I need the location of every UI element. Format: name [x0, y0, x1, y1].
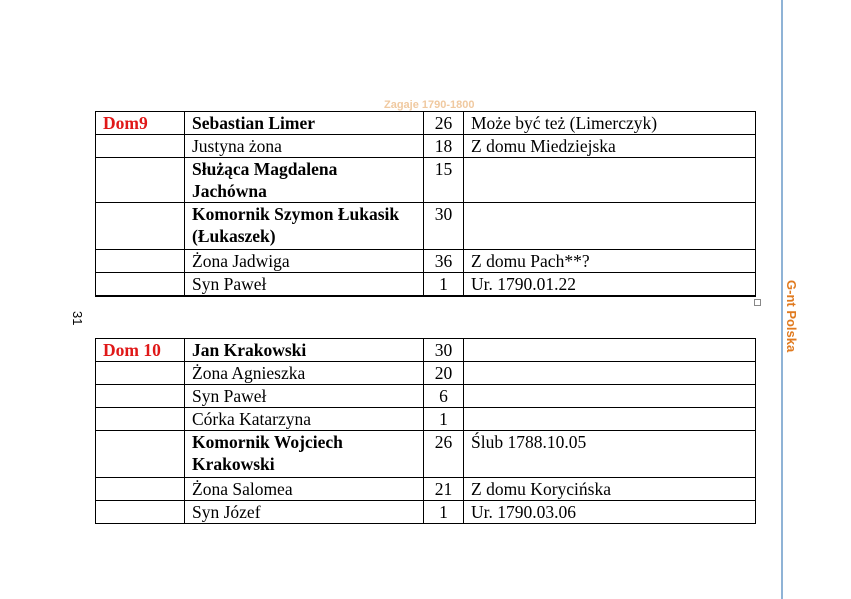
household-table-1: [95, 111, 756, 297]
person-note: [464, 408, 756, 431]
house-label: [96, 478, 185, 501]
person-name: Żona Jadwiga: [185, 250, 424, 273]
side-label: G-nt Polska: [784, 280, 799, 353]
house-label: [96, 501, 185, 524]
person-age: 36: [424, 250, 464, 273]
person-note: [464, 158, 756, 203]
person-name: Córka Katarzyna: [185, 408, 424, 431]
person-name: Justyna żona: [185, 135, 424, 158]
table-row: [96, 203, 756, 250]
table-row: [96, 501, 756, 524]
house-label: [96, 203, 185, 250]
person-age: 1: [424, 501, 464, 524]
table-row: [96, 385, 756, 408]
person-age: 26: [424, 112, 464, 135]
person-note: [464, 385, 756, 408]
person-age: 1: [424, 408, 464, 431]
table-row: [96, 362, 756, 385]
house-label: Dom 10: [96, 339, 185, 362]
person-age: 30: [424, 339, 464, 362]
house-label: [96, 273, 185, 297]
table-row: [96, 408, 756, 431]
table-row: [96, 431, 756, 478]
house-label: [96, 362, 185, 385]
person-age: 30: [424, 203, 464, 250]
person-name: Syn Paweł: [185, 385, 424, 408]
table-row: [96, 250, 756, 273]
person-note: Z domu Korycińska: [464, 478, 756, 501]
person-age: 1: [424, 273, 464, 297]
person-age: 21: [424, 478, 464, 501]
person-note: Z domu Pach**?: [464, 250, 756, 273]
page-number: 31: [70, 311, 85, 326]
table-row: [96, 135, 756, 158]
person-note: Z domu Miedziejska: [464, 135, 756, 158]
person-name: Żona Salomea: [185, 478, 424, 501]
running-header: Zagaje 1790-1800: [384, 100, 475, 111]
person-note: [464, 203, 756, 250]
table-row: [96, 273, 756, 297]
house-label: [96, 408, 185, 431]
table-row: [96, 339, 756, 362]
house-label: [96, 158, 185, 203]
person-name: Syn Paweł: [185, 273, 424, 297]
person-name: Komornik Wojciech Krakowski: [185, 431, 424, 478]
person-name: Jan Krakowski: [185, 339, 424, 362]
person-note: Ur. 1790.03.06: [464, 501, 756, 524]
person-age: 18: [424, 135, 464, 158]
person-note: Ur. 1790.01.22: [464, 273, 756, 297]
person-age: 6: [424, 385, 464, 408]
person-age: 26: [424, 431, 464, 478]
house-label: [96, 250, 185, 273]
person-age: 15: [424, 158, 464, 203]
person-note: Może być też (Limerczyk): [464, 112, 756, 135]
person-note: [464, 339, 756, 362]
house-label: [96, 431, 185, 478]
house-label: [96, 135, 185, 158]
house-label: [96, 385, 185, 408]
person-note: [464, 362, 756, 385]
person-name: Komornik Szymon Łukasik (Łukaszek): [185, 203, 424, 250]
person-age: 20: [424, 362, 464, 385]
person-note: Ślub 1788.10.05: [464, 431, 756, 478]
table-row: [96, 158, 756, 203]
person-name: Żona Agnieszka: [185, 362, 424, 385]
person-name: Służąca Magdalena Jachówna: [185, 158, 424, 203]
person-name: Syn Józef: [185, 501, 424, 524]
table-row: [96, 112, 756, 135]
person-name: Sebastian Limer: [185, 112, 424, 135]
table-row: [96, 478, 756, 501]
household-table-2: [95, 338, 756, 524]
table-resize-handle[interactable]: [754, 299, 761, 306]
house-label: Dom9: [96, 112, 185, 135]
